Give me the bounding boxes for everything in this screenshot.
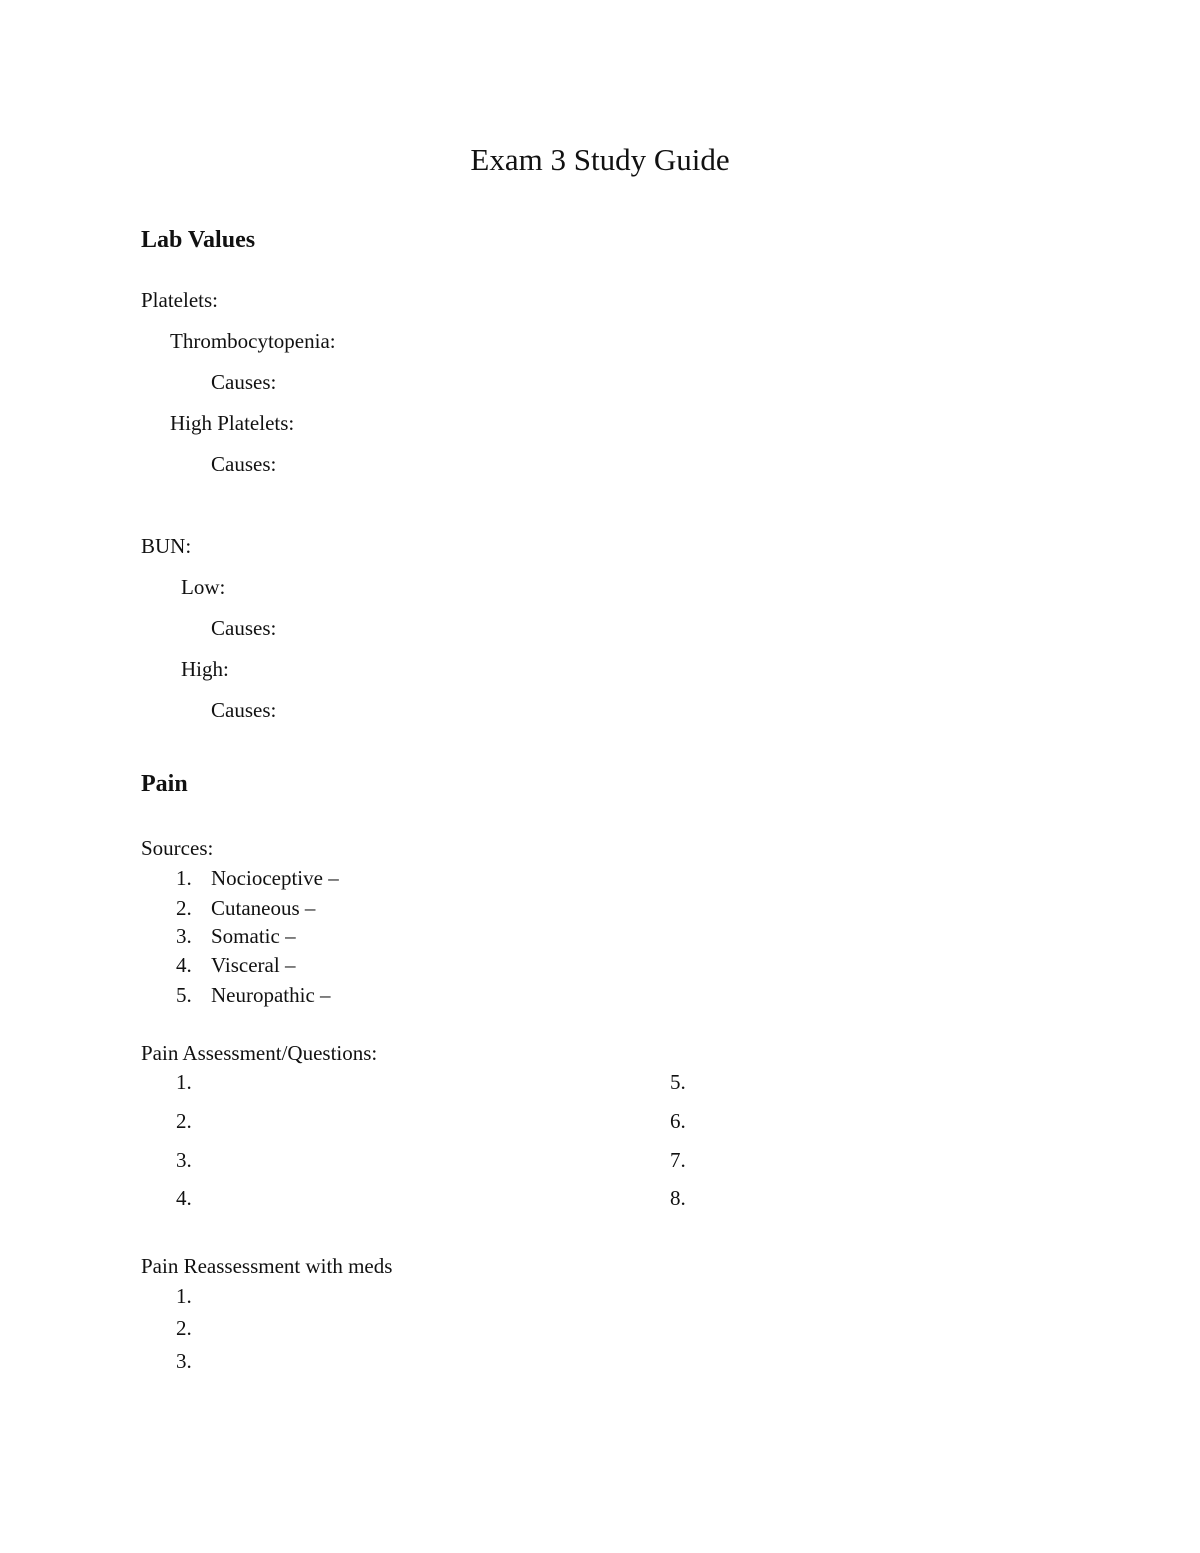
- list-item-text: Visceral –: [211, 953, 296, 977]
- list-item-text: Neuropathic –: [211, 983, 331, 1007]
- list-item-number: 4.: [176, 953, 192, 977]
- thrombocytopenia-label: Thrombocytopenia:: [170, 329, 336, 353]
- list-item-number: 1.: [176, 1284, 192, 1308]
- platelets-label: Platelets:: [141, 288, 218, 312]
- list-item-number: 1.: [176, 866, 192, 890]
- list-item-number: 4.: [176, 1186, 192, 1210]
- list-item-text: Somatic –: [211, 924, 296, 948]
- section-heading-pain: Pain: [141, 771, 188, 797]
- section-heading-lab-values: Lab Values: [141, 227, 256, 253]
- document-title: Exam 3 Study Guide: [470, 142, 730, 177]
- bun-low-label: Low:: [181, 575, 226, 599]
- list-item-number: 3.: [176, 1349, 192, 1373]
- list-item-number: 8.: [670, 1186, 686, 1210]
- high-platelets-label: High Platelets:: [170, 411, 295, 435]
- list-item-number: 5.: [670, 1070, 686, 1094]
- sources-label: Sources:: [141, 836, 214, 860]
- list-item-number: 5.: [176, 983, 192, 1007]
- list-item-number: 2.: [176, 896, 192, 920]
- reassessment-label: Pain Reassessment with meds: [141, 1254, 393, 1278]
- list-item-number: 1.: [176, 1070, 192, 1094]
- thrombocytopenia-causes-label: Causes:: [211, 370, 277, 394]
- bun-low-causes-label: Causes:: [211, 616, 277, 640]
- bun-high-causes-label: Causes:: [211, 698, 277, 722]
- list-item-number: 6.: [670, 1109, 686, 1133]
- high-platelets-causes-label: Causes:: [211, 452, 277, 476]
- list-item-number: 2.: [176, 1109, 192, 1133]
- bun-label: BUN:: [141, 534, 192, 558]
- list-item-number: 3.: [176, 924, 192, 948]
- bun-high-label: High:: [181, 657, 229, 681]
- list-item-number: 3.: [176, 1148, 192, 1172]
- list-item-text: Nocioceptive –: [211, 866, 339, 890]
- list-item-text: Cutaneous –: [211, 896, 316, 920]
- list-item-number: 2.: [176, 1316, 192, 1340]
- assessment-label: Pain Assessment/Questions:: [141, 1041, 378, 1065]
- list-item-number: 7.: [670, 1148, 686, 1172]
